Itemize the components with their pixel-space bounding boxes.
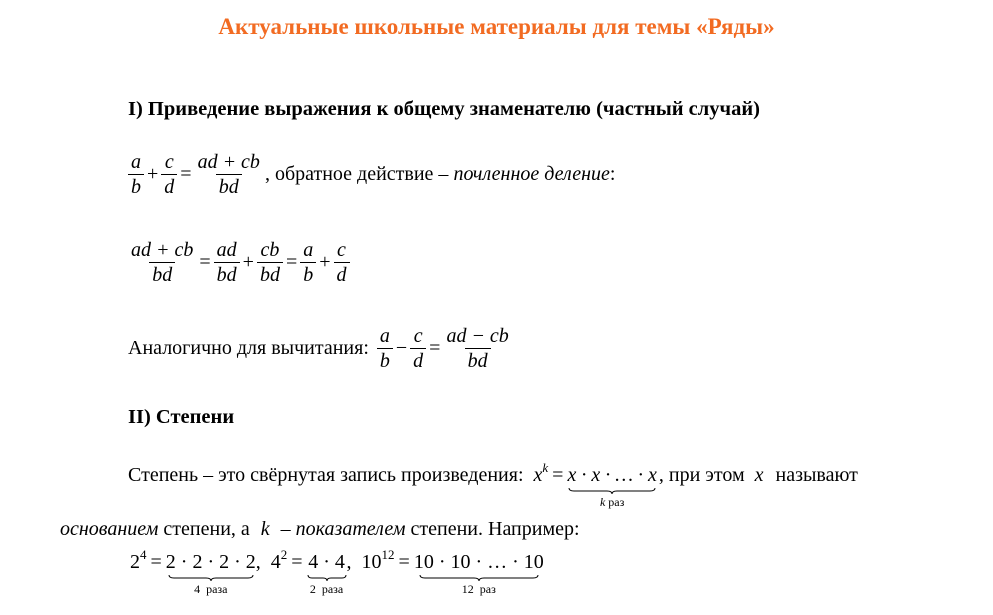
brace-label-var: k bbox=[599, 495, 606, 509]
underbrace-example-1: 2 · 2 · 2 · 2 4 раза bbox=[165, 551, 256, 596]
operator: + bbox=[242, 251, 254, 273]
equals-sign: = bbox=[398, 551, 410, 573]
operator: + bbox=[319, 251, 331, 273]
operator: = bbox=[180, 163, 192, 185]
fraction-result: $\frac{ad + cb}{bd}$ bbox=[197, 151, 260, 198]
fraction: $\frac{ad + cb}{bd}$ bbox=[131, 239, 194, 286]
eq1-text-emphasis: почленное деление bbox=[453, 163, 610, 185]
text: степени. Например: bbox=[410, 518, 580, 540]
power-definition-line bbox=[128, 460, 858, 509]
fraction: $\frac{c}{d}$ bbox=[410, 324, 426, 373]
equation-split bbox=[128, 238, 350, 287]
operator: + bbox=[147, 163, 159, 185]
separator: , bbox=[255, 551, 261, 573]
power-terms-line bbox=[60, 518, 580, 541]
brace-label-word: раз bbox=[608, 495, 625, 509]
variable-k: k bbox=[260, 518, 270, 540]
definition-text-end: называют bbox=[775, 464, 858, 486]
power-expression: $x^k$ bbox=[533, 460, 549, 486]
fraction: $\frac{c}{d}$ bbox=[334, 238, 350, 287]
fraction: $\frac{ad - cb}{bd}$ bbox=[446, 325, 509, 372]
fraction: $\frac{ad}{bd}$ bbox=[214, 238, 240, 287]
section2-heading: II) Степени bbox=[128, 406, 235, 428]
underbrace-icon bbox=[307, 574, 347, 582]
underbrace-example-3: 10 · 10 · … · 10 12 раз bbox=[413, 551, 544, 596]
operator: = bbox=[285, 251, 298, 273]
power-examples bbox=[130, 547, 544, 596]
operator: = bbox=[429, 337, 441, 359]
eq1-text-post: : bbox=[609, 163, 616, 185]
fraction-c-d: $\frac{c}{d}$ bbox=[161, 150, 177, 199]
eq1-text-pre: , обратное действие – bbox=[264, 163, 454, 185]
underbrace-icon bbox=[419, 574, 539, 582]
example-power: $2^4$ bbox=[130, 547, 147, 573]
operator: = bbox=[199, 251, 211, 273]
eq3-label: Аналогично для вычитания: bbox=[128, 337, 369, 359]
separator: , bbox=[346, 551, 352, 573]
term-base: основанием bbox=[60, 518, 159, 540]
example-power: $10^{12}$ bbox=[361, 547, 395, 573]
equals-sign: = bbox=[291, 551, 303, 573]
underbrace-icon bbox=[168, 574, 254, 582]
underbrace-example-2: 4 · 4 2 раза bbox=[308, 551, 345, 596]
equals-sign: = bbox=[150, 551, 162, 573]
dash: – bbox=[280, 518, 291, 540]
equation-sum bbox=[128, 150, 615, 199]
operator: − bbox=[395, 337, 408, 359]
fraction-a-b: $\frac{a}{b}$ bbox=[128, 150, 144, 199]
term-exponent: показателем bbox=[295, 518, 406, 540]
fraction: $\frac{a}{b}$ bbox=[300, 238, 316, 287]
fraction: $\frac{cb}{bd}$ bbox=[257, 238, 283, 287]
underbrace-product: x · x · … · x k раз bbox=[567, 464, 657, 509]
text: степени, а bbox=[163, 518, 250, 540]
page-title: Актуальные школьные материалы для темы «Ряды» bbox=[218, 14, 775, 39]
equation-difference bbox=[128, 324, 512, 373]
definition-text: Степень – это свёрнутая запись произведения: bbox=[128, 464, 524, 486]
fraction: $\frac{a}{b}$ bbox=[377, 324, 393, 373]
definition-text-post: , при этом bbox=[658, 464, 745, 486]
underbrace-icon bbox=[568, 487, 656, 495]
equals-sign: = bbox=[552, 464, 564, 486]
example-power: $4^2$ bbox=[270, 547, 288, 573]
variable-x: x bbox=[754, 464, 764, 486]
section1-heading: I) Приведение выражения к общему знаменателю (частный случай) bbox=[128, 98, 760, 120]
